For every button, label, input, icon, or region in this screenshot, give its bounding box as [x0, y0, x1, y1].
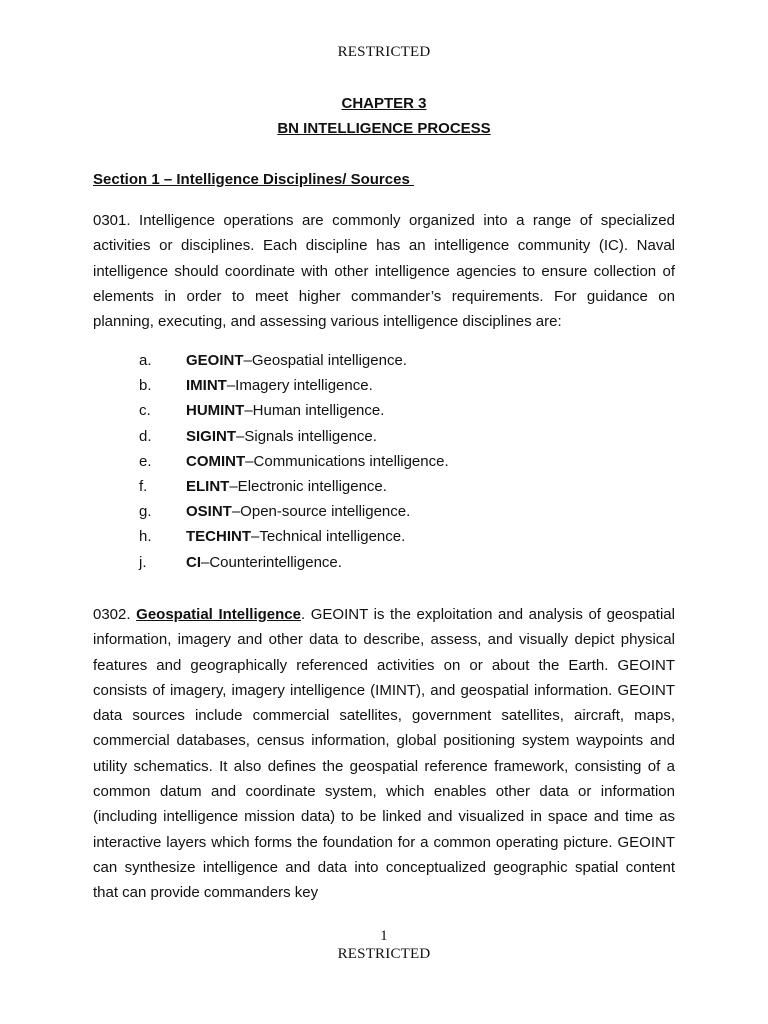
list-item-letter: b.: [139, 377, 152, 395]
discipline-abbreviation: ELINT: [186, 478, 230, 495]
header-classification-marking: RESTRICTED: [337, 44, 431, 60]
discipline-abbreviation: OSINT: [186, 503, 232, 521]
list-item: [0, 453, 700, 478]
paragraph-heading: Geospatial Intelligence: [136, 606, 301, 623]
discipline-abbreviation: SIGINT: [186, 427, 237, 445]
list-item-letter: d.: [139, 427, 152, 445]
list-item: [0, 352, 700, 377]
paragraph-0302: [93, 602, 675, 906]
list-item-letter: c.: [139, 402, 151, 420]
chapter-number: CHAPTER 3: [341, 95, 427, 112]
list-item: [0, 478, 700, 503]
discipline-definition: –Counterintelligence.: [201, 553, 342, 571]
list-item: [0, 554, 700, 579]
list-item-letter: f.: [139, 478, 148, 495]
list-item: [0, 428, 700, 453]
list-item-letter: g.: [139, 503, 152, 521]
discipline-definition: –Technical intelligence.: [251, 528, 406, 546]
list-item: [0, 528, 700, 553]
list-item-letter: j.: [139, 553, 147, 571]
discipline-abbreviation: COMINT: [186, 452, 246, 470]
section-heading: Section 1 – Intelligence Disciplines/ Sources: [93, 171, 414, 188]
discipline-abbreviation: HUMINT: [186, 402, 245, 420]
list-item-letter: a.: [139, 352, 152, 369]
chapter-title: BN INTELLIGENCE PROCESS: [277, 120, 491, 137]
footer-classification-marking: RESTRICTED: [337, 946, 431, 962]
discipline-definition: –Geospatial intelligence.: [243, 352, 407, 369]
discipline-abbreviation: GEOINT: [186, 352, 244, 369]
discipline-definition: –Human intelligence.: [244, 402, 385, 420]
discipline-abbreviation: IMINT: [186, 377, 227, 395]
discipline-abbreviation: TECHINT: [186, 528, 251, 546]
paragraph-body: . GEOINT is the exploitation and analysis of geospatial information, imagery and other data to describe, assess, and visually depict physical features and geographically referenced activities on or about the Earth. GEOINT consists of imagery, imagery intelligence (IMINT), and geospatial information. GEOINT data sources include commercial satellites, government satellites, aircraft, maps, commercial databases, census information, global positioning system waypoints and utility schematics. It also defines the geospatial reference framework, consisting of a common datum and coordinate system, which enables other data or information (including intelligence mission data) to be linked and visualized in space and time as interactive layers which forms the foundation for a common operating picture. GEOINT can synthesize intelligence and data into conceptualized geographic spatial content that can provide commanders key: [93, 606, 675, 902]
list-item-letter: e.: [139, 452, 152, 470]
page-number: 1: [380, 928, 388, 944]
paragraph-number: 0302.: [93, 606, 137, 623]
paragraph-0301: 0301. Intelligence operations are commonly organized into a range of specialized activities or disciplines. Each discipline has an intelligence community (IC). Naval intelligence should coordinate with other intelligence agencies to ensure collection of elements in order to meet higher commander’s requirements. For guidance on planning, executing, and assessing various intelligence disciplines are:: [93, 212, 675, 331]
list-item: [0, 377, 700, 402]
list-item: [0, 503, 700, 528]
list-item: [0, 402, 700, 427]
list-item-letter: h.: [139, 528, 152, 546]
discipline-definition: –Communications intelligence.: [245, 452, 449, 470]
discipline-definition: –Electronic intelligence.: [229, 478, 387, 495]
discipline-definition: –Open-source intelligence.: [231, 503, 411, 521]
discipline-definition: –Signals intelligence.: [236, 427, 377, 445]
discipline-abbreviation: CI: [186, 553, 201, 571]
discipline-definition: –Imagery intelligence.: [226, 377, 373, 395]
